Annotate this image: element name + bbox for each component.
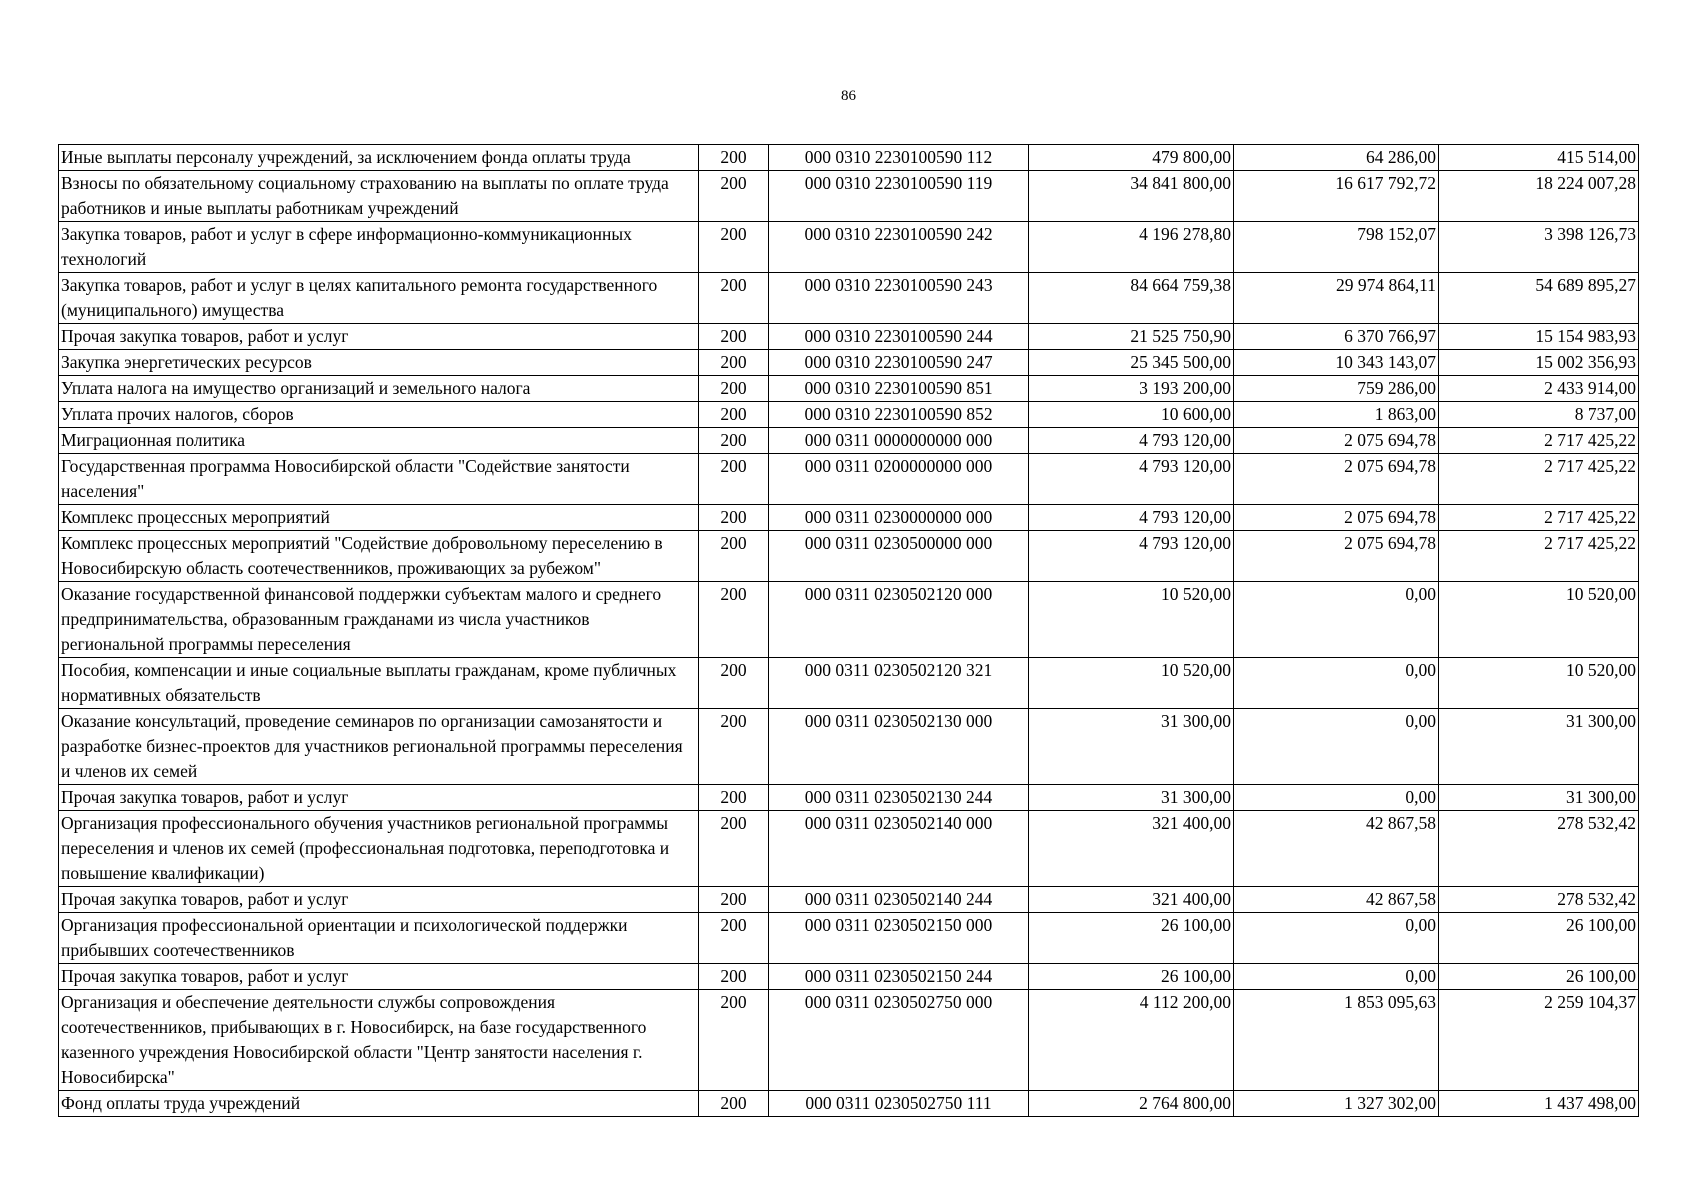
table-row — [59, 785, 1639, 811]
row-executed-cell: 0,00 — [1234, 785, 1439, 811]
row-executed-cell: 64 286,00 — [1234, 145, 1439, 171]
row-approved-cell: 10 600,00 — [1029, 402, 1234, 428]
row-executed-cell: 2 075 694,78 — [1234, 428, 1439, 454]
row-kbk-cell: 000 0310 2230100590 112 — [769, 145, 1029, 171]
row-executed-cell: 1 863,00 — [1234, 402, 1439, 428]
row-approved-cell: 31 300,00 — [1029, 709, 1234, 785]
table-row — [59, 350, 1639, 376]
row-unexecuted-cell: 415 514,00 — [1439, 145, 1639, 171]
row-unexecuted-cell: 2 433 914,00 — [1439, 376, 1639, 402]
row-name-cell: Фонд оплаты труда учреждений — [59, 1091, 699, 1117]
row-approved-cell: 25 345 500,00 — [1029, 350, 1234, 376]
row-approved-cell: 10 520,00 — [1029, 582, 1234, 658]
table-row — [59, 402, 1639, 428]
row-unexecuted-cell: 2 259 104,37 — [1439, 990, 1639, 1091]
row-code-cell: 200 — [699, 887, 769, 913]
row-approved-cell: 321 400,00 — [1029, 811, 1234, 887]
row-name-cell: Иные выплаты персоналу учреждений, за исключением фонда оплаты труда — [59, 145, 699, 171]
row-code-cell: 200 — [699, 505, 769, 531]
row-code-cell: 200 — [699, 709, 769, 785]
row-approved-cell: 21 525 750,90 — [1029, 324, 1234, 350]
row-code-cell: 200 — [699, 913, 769, 964]
row-name-cell: Уплата налога на имущество организаций и земельного налога — [59, 376, 699, 402]
table-row — [59, 454, 1639, 505]
row-executed-cell: 42 867,58 — [1234, 811, 1439, 887]
row-name-cell: Прочая закупка товаров, работ и услуг — [59, 964, 699, 990]
row-unexecuted-cell: 26 100,00 — [1439, 913, 1639, 964]
row-approved-cell: 4 793 120,00 — [1029, 531, 1234, 582]
table-row — [59, 990, 1639, 1091]
row-code-cell: 200 — [699, 171, 769, 222]
row-kbk-cell: 000 0311 0230502750 111 — [769, 1091, 1029, 1117]
row-approved-cell: 31 300,00 — [1029, 785, 1234, 811]
table-row — [59, 171, 1639, 222]
row-approved-cell: 26 100,00 — [1029, 964, 1234, 990]
row-unexecuted-cell: 10 520,00 — [1439, 658, 1639, 709]
table-row — [59, 811, 1639, 887]
row-executed-cell: 29 974 864,11 — [1234, 273, 1439, 324]
row-approved-cell: 4 793 120,00 — [1029, 428, 1234, 454]
row-kbk-cell: 000 0310 2230100590 247 — [769, 350, 1029, 376]
row-code-cell: 200 — [699, 454, 769, 505]
table-row — [59, 887, 1639, 913]
table-body — [59, 145, 1639, 1117]
row-name-cell: Организация и обеспечение деятельности службы сопровождения соотечественников, прибывающих в г. Новосибирск, на базе государственного казенного учреждения Новосибирской области "Центр занятости населения г. Новосибирска" — [59, 990, 699, 1091]
row-approved-cell: 3 193 200,00 — [1029, 376, 1234, 402]
row-kbk-cell: 000 0311 0230502140 244 — [769, 887, 1029, 913]
table-row — [59, 582, 1639, 658]
row-unexecuted-cell: 15 154 983,93 — [1439, 324, 1639, 350]
table-row — [59, 273, 1639, 324]
row-executed-cell: 0,00 — [1234, 582, 1439, 658]
table-row — [59, 658, 1639, 709]
row-kbk-cell: 000 0311 0000000000 000 — [769, 428, 1029, 454]
row-kbk-cell: 000 0310 2230100590 243 — [769, 273, 1029, 324]
row-executed-cell: 1 853 095,63 — [1234, 990, 1439, 1091]
row-unexecuted-cell: 54 689 895,27 — [1439, 273, 1639, 324]
row-unexecuted-cell: 15 002 356,93 — [1439, 350, 1639, 376]
row-approved-cell: 4 196 278,80 — [1029, 222, 1234, 273]
row-kbk-cell: 000 0311 0230502120 321 — [769, 658, 1029, 709]
row-code-cell: 200 — [699, 990, 769, 1091]
row-kbk-cell: 000 0311 0230502150 000 — [769, 913, 1029, 964]
row-kbk-cell: 000 0310 2230100590 851 — [769, 376, 1029, 402]
row-approved-cell: 84 664 759,38 — [1029, 273, 1234, 324]
row-code-cell: 200 — [699, 273, 769, 324]
table-row — [59, 531, 1639, 582]
row-name-cell: Комплекс процессных мероприятий — [59, 505, 699, 531]
row-kbk-cell: 000 0311 0230500000 000 — [769, 531, 1029, 582]
row-name-cell: Организация профессионального обучения участников региональной программы переселения и членов их семей (профессиональная подготовка, переподготовка и повышение квалификации) — [59, 811, 699, 887]
row-name-cell: Организация профессиональной ориентации и психологической поддержки прибывших соотечественников — [59, 913, 699, 964]
table-row — [59, 222, 1639, 273]
row-kbk-cell: 000 0311 0230000000 000 — [769, 505, 1029, 531]
row-approved-cell: 479 800,00 — [1029, 145, 1234, 171]
row-code-cell: 200 — [699, 785, 769, 811]
row-executed-cell: 759 286,00 — [1234, 376, 1439, 402]
row-code-cell: 200 — [699, 402, 769, 428]
row-kbk-cell: 000 0311 0230502750 000 — [769, 990, 1029, 1091]
row-unexecuted-cell: 26 100,00 — [1439, 964, 1639, 990]
row-code-cell: 200 — [699, 222, 769, 273]
row-name-cell: Прочая закупка товаров, работ и услуг — [59, 324, 699, 350]
row-kbk-cell: 000 0311 0230502130 244 — [769, 785, 1029, 811]
row-approved-cell: 10 520,00 — [1029, 658, 1234, 709]
table-row — [59, 709, 1639, 785]
row-unexecuted-cell: 31 300,00 — [1439, 785, 1639, 811]
table-row — [59, 505, 1639, 531]
row-executed-cell: 2 075 694,78 — [1234, 531, 1439, 582]
row-executed-cell: 42 867,58 — [1234, 887, 1439, 913]
row-kbk-cell: 000 0311 0230502140 000 — [769, 811, 1029, 887]
row-code-cell: 200 — [699, 350, 769, 376]
row-code-cell: 200 — [699, 428, 769, 454]
row-unexecuted-cell: 1 437 498,00 — [1439, 1091, 1639, 1117]
row-executed-cell: 798 152,07 — [1234, 222, 1439, 273]
table-row — [59, 376, 1639, 402]
row-code-cell: 200 — [699, 811, 769, 887]
row-name-cell: Закупка товаров, работ и услуг в целях капитального ремонта государственного (муниципального) имущества — [59, 273, 699, 324]
row-kbk-cell: 000 0310 2230100590 242 — [769, 222, 1029, 273]
row-name-cell: Прочая закупка товаров, работ и услуг — [59, 785, 699, 811]
row-name-cell: Комплекс процессных мероприятий "Содействие добровольному переселению в Новосибирскую область соотечественников, проживающих за рубежом" — [59, 531, 699, 582]
row-approved-cell: 321 400,00 — [1029, 887, 1234, 913]
row-unexecuted-cell: 2 717 425,22 — [1439, 531, 1639, 582]
row-unexecuted-cell: 2 717 425,22 — [1439, 428, 1639, 454]
budget-execution-table — [58, 144, 1639, 1117]
row-approved-cell: 4 112 200,00 — [1029, 990, 1234, 1091]
table-row — [59, 428, 1639, 454]
row-unexecuted-cell: 3 398 126,73 — [1439, 222, 1639, 273]
table-row — [59, 1091, 1639, 1117]
row-unexecuted-cell: 2 717 425,22 — [1439, 454, 1639, 505]
row-unexecuted-cell: 2 717 425,22 — [1439, 505, 1639, 531]
table-row — [59, 964, 1639, 990]
row-executed-cell: 10 343 143,07 — [1234, 350, 1439, 376]
row-name-cell: Взносы по обязательному социальному страхованию на выплаты по оплате труда работников и иные выплаты работникам учреждений — [59, 171, 699, 222]
row-approved-cell: 26 100,00 — [1029, 913, 1234, 964]
row-name-cell: Оказание государственной финансовой поддержки субъектам малого и среднего предпринимательства, образованным гражданами из числа участников региональной программы переселения — [59, 582, 699, 658]
row-executed-cell: 1 327 302,00 — [1234, 1091, 1439, 1117]
row-kbk-cell: 000 0310 2230100590 852 — [769, 402, 1029, 428]
row-executed-cell: 2 075 694,78 — [1234, 454, 1439, 505]
row-code-cell: 200 — [699, 1091, 769, 1117]
row-name-cell: Закупка товаров, работ и услуг в сфере информационно-коммуникационных технологий — [59, 222, 699, 273]
row-name-cell: Миграционная политика — [59, 428, 699, 454]
row-unexecuted-cell: 8 737,00 — [1439, 402, 1639, 428]
row-executed-cell: 16 617 792,72 — [1234, 171, 1439, 222]
table-row — [59, 145, 1639, 171]
row-code-cell: 200 — [699, 531, 769, 582]
row-code-cell: 200 — [699, 376, 769, 402]
row-kbk-cell: 000 0310 2230100590 119 — [769, 171, 1029, 222]
row-unexecuted-cell: 31 300,00 — [1439, 709, 1639, 785]
row-name-cell: Прочая закупка товаров, работ и услуг — [59, 887, 699, 913]
row-name-cell: Уплата прочих налогов, сборов — [59, 402, 699, 428]
row-unexecuted-cell: 18 224 007,28 — [1439, 171, 1639, 222]
row-approved-cell: 2 764 800,00 — [1029, 1091, 1234, 1117]
table-row — [59, 913, 1639, 964]
row-executed-cell: 0,00 — [1234, 913, 1439, 964]
row-code-cell: 200 — [699, 582, 769, 658]
row-executed-cell: 2 075 694,78 — [1234, 505, 1439, 531]
row-executed-cell: 6 370 766,97 — [1234, 324, 1439, 350]
row-name-cell: Закупка энергетических ресурсов — [59, 350, 699, 376]
row-code-cell: 200 — [699, 658, 769, 709]
row-name-cell: Оказание консультаций, проведение семинаров по организации самозанятости и разработке бизнес-проектов для участников региональной программы переселения и членов их семей — [59, 709, 699, 785]
row-name-cell: Пособия, компенсации и иные социальные выплаты гражданам, кроме публичных нормативных обязательств — [59, 658, 699, 709]
row-kbk-cell: 000 0311 0230502130 000 — [769, 709, 1029, 785]
row-code-cell: 200 — [699, 324, 769, 350]
row-approved-cell: 4 793 120,00 — [1029, 454, 1234, 505]
row-kbk-cell: 000 0311 0230502150 244 — [769, 964, 1029, 990]
row-unexecuted-cell: 10 520,00 — [1439, 582, 1639, 658]
row-name-cell: Государственная программа Новосибирской области "Содействие занятости населения" — [59, 454, 699, 505]
row-executed-cell: 0,00 — [1234, 709, 1439, 785]
row-code-cell: 200 — [699, 145, 769, 171]
row-unexecuted-cell: 278 532,42 — [1439, 811, 1639, 887]
row-kbk-cell: 000 0311 0200000000 000 — [769, 454, 1029, 505]
row-executed-cell: 0,00 — [1234, 658, 1439, 709]
row-kbk-cell: 000 0311 0230502120 000 — [769, 582, 1029, 658]
page-number: 86 — [841, 88, 856, 104]
row-executed-cell: 0,00 — [1234, 964, 1439, 990]
row-kbk-cell: 000 0310 2230100590 244 — [769, 324, 1029, 350]
row-approved-cell: 4 793 120,00 — [1029, 505, 1234, 531]
row-unexecuted-cell: 278 532,42 — [1439, 887, 1639, 913]
table-row — [59, 324, 1639, 350]
row-code-cell: 200 — [699, 964, 769, 990]
row-approved-cell: 34 841 800,00 — [1029, 171, 1234, 222]
